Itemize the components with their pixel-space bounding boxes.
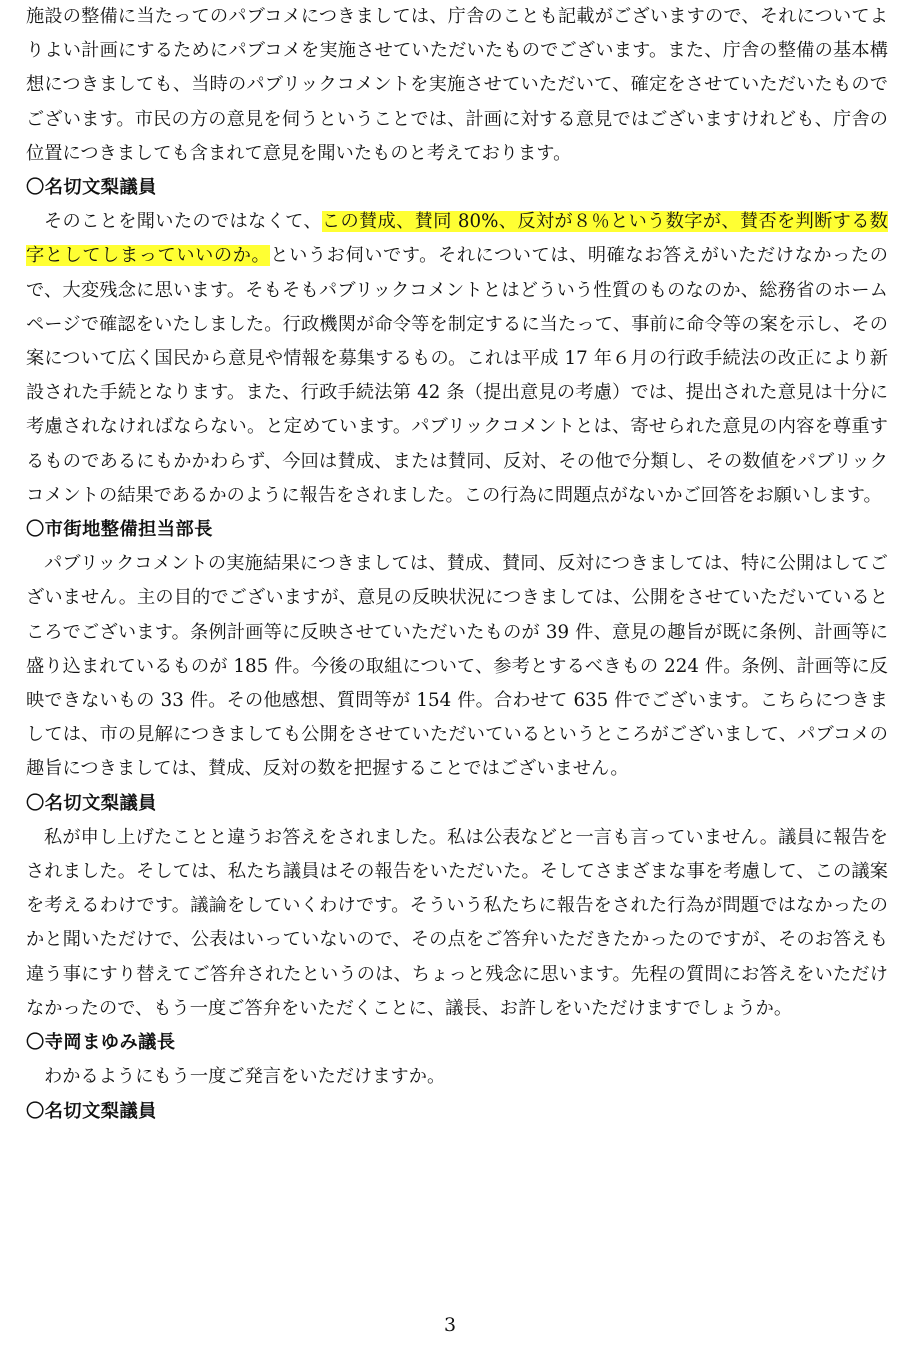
speaker-heading-nakiri-3: 〇名切文梨議員 <box>26 1100 157 1122</box>
p2-text: パブリックコメントの実施結果につきましては、賛成、賛同、反対につきましては、特に公開はしてございません。主の目的でございますが、意見の反映状況につきましては、公開をさせていただいているところでございます。条例計画等に反映させていただいたものが 39 件、意見の趣旨が既に条例、計画等に盛り込まれているものが 185 件。今後の取組について、参考とするべきもの 224 件。条例、計画等に反映できないもの 33 件。その他感想、質問等が 154 件。合わせて 635 件でございます。こちらにつきましては、市の見解につきましても公開をさせていただいているというところがございまして、パブコメの趣旨につきましては、賛成、反対の数を把握することではございません。 <box>26 553 888 780</box>
highlighted-text: この賛成、賛同 80%、反対が８％という数字が、賛否を判断する数字としてしまっていいのか。 <box>26 211 888 267</box>
speaker-heading-director: 〇市街地整備担当部長 <box>26 519 213 541</box>
document-page <box>26 0 888 1129</box>
intro-paragraph <box>26 0 888 171</box>
p4-text: わかるようにもう一度ご発言をいただけますか。 <box>44 1066 446 1088</box>
speaker-heading-nakiri-2: 〇名切文梨議員 <box>26 792 157 814</box>
p3-text: 私が申し上げたことと違うお答えをされました。私は公表などと一言も言っていません。議員に報告をされました。そしては、私たち議員はその報告をいただいた。そしてさまざまな事を考慮して、この議案を考えるわけです。議論をしていくわけです。そういう私たちに報告をされた行為が問題ではなかったのかと聞いただけで、公表はいっていないので、その点をご答弁いただきたかったのですが、そのお答えも違う事にすり替えてご答弁されたというのは、ちょっと残念に思います。先程の質問にお答えをいただけなかったので、もう一度ご答弁をいただくことに、議長、お許しをいただけますでしょうか。 <box>26 826 888 1019</box>
nakiri-paragraph-1 <box>26 205 888 513</box>
speaker-heading-nakiri-1: 〇名切文梨議員 <box>26 177 157 199</box>
director-paragraph <box>26 547 888 786</box>
nakiri-paragraph-2 <box>26 821 888 1026</box>
p1-before-text: そのことを聞いたのではなくて、 <box>44 211 322 233</box>
intro-text: 施設の整備に当たってのパブコメにつきましては、庁舎のことも記載がございますので、それについてよりよい計画にするためにパブコメを実施させていただいたものでございます。また、庁舎の整備の基本構想につきましても、当時のパブリックコメントを実施させていただいて、確定をさせていただいたものでございます。市民の方の意見を伺うということでは、計画に対する意見ではございますけれども、庁舎の位置につきましても含まれて意見を聞いたものと考えております。 <box>26 6 888 164</box>
speaker-heading-chair: 〇寺岡まゆみ議長 <box>26 1032 176 1054</box>
page-number: 3 <box>443 1314 457 1336</box>
chair-paragraph <box>26 1060 888 1094</box>
p1-after-text: というお伺いです。それについては、明確なお答えがいただけなかったので、大変残念に思います。そもそもパブリックコメントとはどういう性質のものなのか、総務省のホームページで確認をいたしました。行政機関が命令等を制定するに当たって、事前に命令等の案を示し、その案について広く国民から意見や情報を募集するもの。これは平成 17 年６月の行政手続法の改正により新設された手続となります。また、行政手続法第 42 条（提出意見の考慮）では、提出された意見は十分に考慮されなければならない。と定めています。パブリックコメントとは、寄せられた意見の内容を尊重するものであるにもかかわらず、今回は賛成、または賛同、反対、その他で分類し、その数値をパブリックコメントの結果であるかのように報告をされました。この行為に問題点がないかご回答をお願いします。 <box>26 245 888 506</box>
